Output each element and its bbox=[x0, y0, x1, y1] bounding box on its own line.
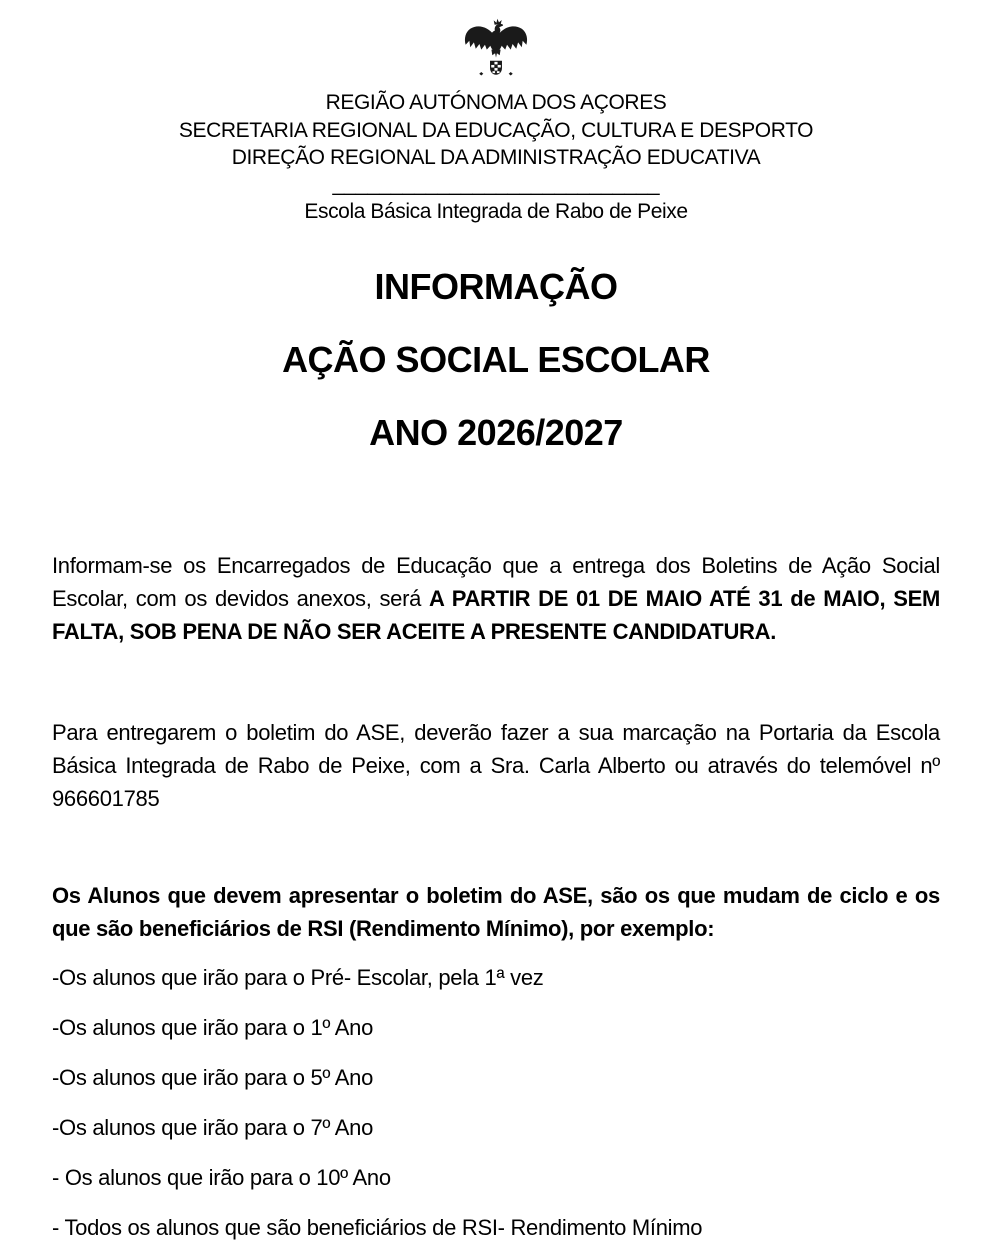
org-line-direcao: DIREÇÃO REGIONAL DA ADMINISTRAÇÃO EDUCATIVA bbox=[231, 146, 761, 169]
list-item-1-ano: -Os alunos que irão para o 1º Ano bbox=[52, 1014, 374, 1040]
paragraph-contact: Para entregarem o boletim do ASE, deverão fazer a sua marcação na Portaria da Escola Básica Integrada de Rabo de Peixe, com a Sra. Carla Alberto ou através do telemóvel nº 966601785 bbox=[52, 719, 940, 811]
paragraph-who-must-apply: Os Alunos que devem apresentar o boletim do ASE, são os que mudam de ciclo e os que são beneficiários de RSI (Rendimento Mínimo), por exemplo: bbox=[52, 882, 940, 941]
page-title-informacao: INFORMAÇÃO bbox=[374, 265, 618, 307]
org-line-secretaria: SECRETARIA REGIONAL DA EDUCAÇÃO, CULTURA E DESPORTO bbox=[178, 118, 814, 142]
list-item-7-ano: -Os alunos que irão para o 7º Ano bbox=[52, 1114, 374, 1140]
paragraph-deadline-bold: A PARTIR DE 01 DE MAIO ATÉ 31 de MAIO, SEM FALTA, SOB PENA DE NÃO SER ACEITE A PRESENTE CANDIDATURA. bbox=[52, 585, 940, 644]
school-name: Escola Básica Integrada de Rabo de Peixe bbox=[304, 199, 688, 223]
goshawk-eagle-icon bbox=[465, 19, 527, 58]
list-item-10-ano: - Os alunos que irão para o 10º Ano bbox=[52, 1164, 391, 1190]
list-item-5-ano: -Os alunos que irão para o 5º Ano bbox=[52, 1064, 374, 1090]
azores-crest-logo bbox=[450, 4, 542, 84]
paragraph-deadline bbox=[52, 549, 940, 648]
crest-container bbox=[52, 0, 940, 89]
page-title-ano: ANO 2026/2027 bbox=[369, 411, 623, 453]
list-item-rsi: - Todos os alunos que são beneficiários de RSI- Rendimento Mínimo bbox=[52, 1214, 703, 1240]
page-title-acao-social: AÇÃO SOCIAL ESCOLAR bbox=[282, 338, 710, 380]
org-line-region: REGIÃO AUTÓNOMA DOS AÇORES bbox=[325, 91, 667, 114]
paragraph-deadline-regular: Informam-se os Encarregados de Educação que a entrega dos Boletins de Ação Social Escolar, com os devidos anexos, será bbox=[52, 552, 940, 611]
list-item-pre-escolar: -Os alunos que irão para o Pré- Escolar, pela 1ª vez bbox=[52, 964, 544, 990]
shield-icon bbox=[490, 61, 502, 75]
crest-ring-text bbox=[450, 82, 542, 84]
student-list bbox=[52, 961, 940, 1244]
separator-line: ____________________________ bbox=[332, 172, 660, 196]
